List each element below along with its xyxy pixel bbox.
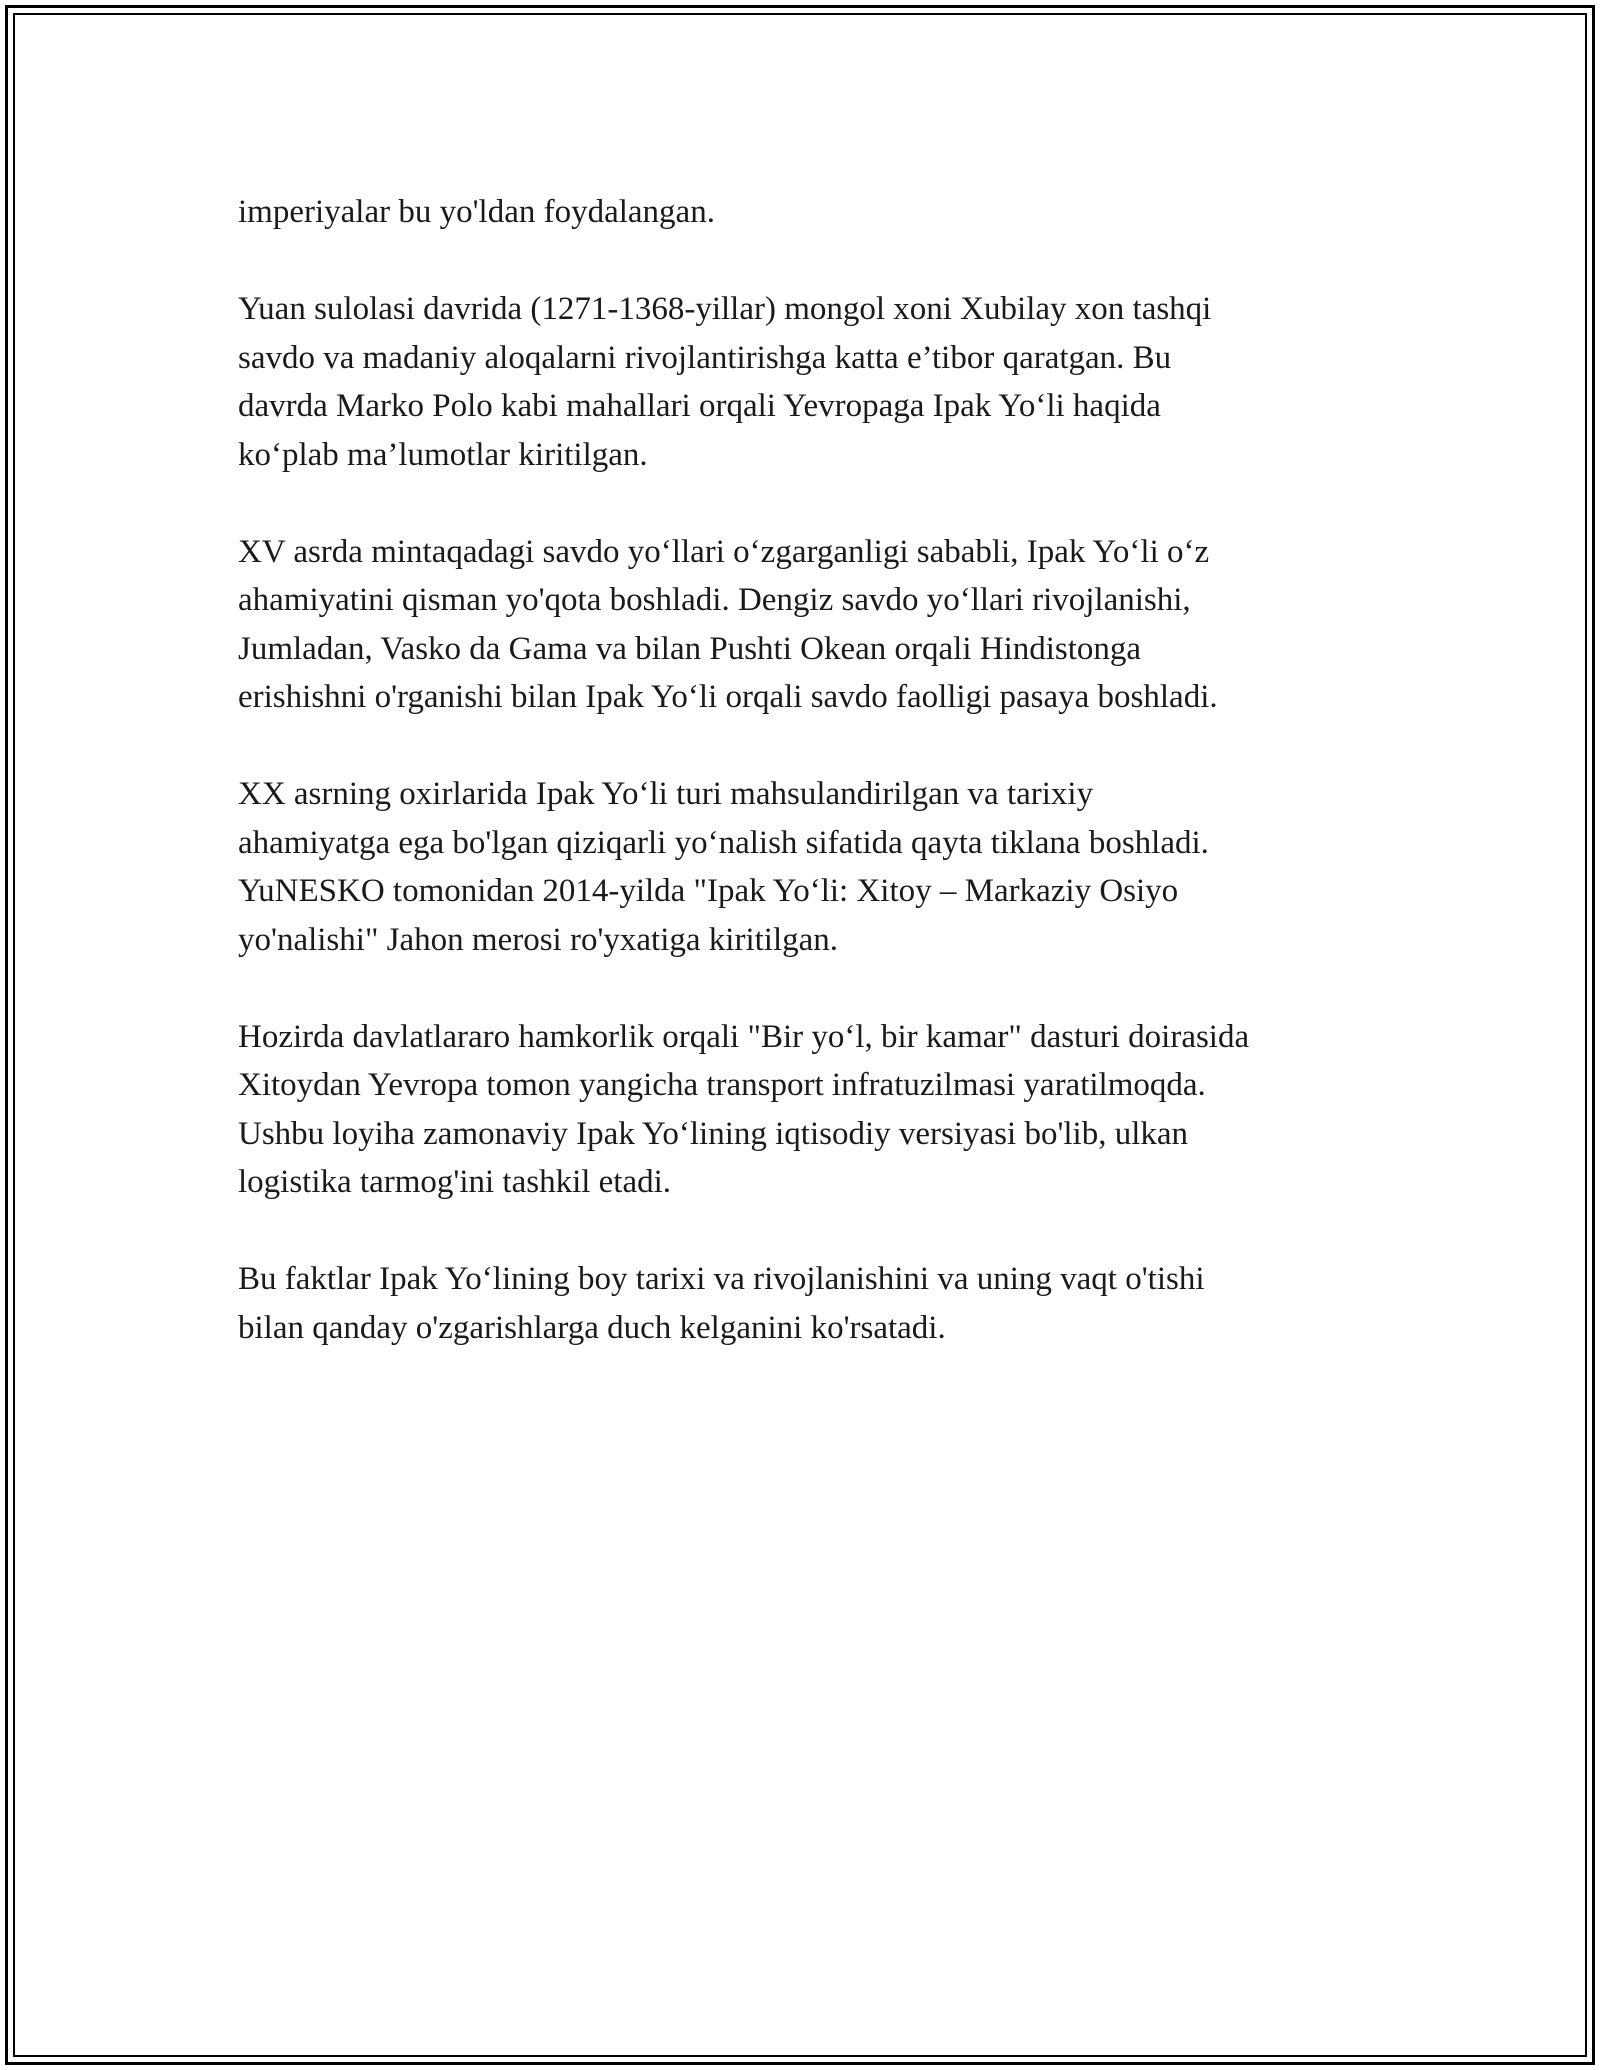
text-line: Bu faktlar Ipak Yoʻlining boy tarixi va rivojlanishini va uning vaqt o'tishi: [238, 1261, 1205, 1297]
paragraph-twentieth-century: [238, 770, 1388, 964]
paragraph-belt-and-road: [238, 1013, 1388, 1207]
paragraph-fifteenth-century: [238, 528, 1388, 722]
text-line: erishishni o'rganishi bilan Ipak Yoʻli orqali savdo faolligi pasaya boshladi.: [238, 679, 1218, 715]
text-line: Hozirda davlatlararo hamkorlik orqali "Bir yoʻl, bir kamar" dasturi doirasida: [238, 1018, 1250, 1055]
text-line: Xitoydan Yevropa tomon yangicha transport infratuzilmasi yaratilmoqda.: [238, 1067, 1206, 1103]
paragraph-empires: [238, 188, 1388, 237]
text-line: koʻplab ma’lumotlar kiritilgan.: [238, 436, 648, 473]
text-line: Yuan sulolasi davrida (1271-1368-yillar) mongol xoni Xubilay xon tashqi: [238, 291, 1212, 327]
paragraph-conclusion: [238, 1255, 1388, 1352]
text-line: ahamiyatini qisman yo'qota boshladi. Dengiz savdo yoʻllari rivojlanishi,: [238, 582, 1191, 618]
text-line: XX asrning oxirlarida Ipak Yoʻli turi mahsulandirilgan va tarixiy: [238, 776, 1094, 812]
text-line: YuNESKO tomonidan 2014-yilda "Ipak Yoʻli: Xitoy – Markaziy Osiyo: [238, 873, 1179, 909]
text-line: bilan qanday o'zgarishlarga duch kelganini ko'rsatadi.: [238, 1309, 946, 1346]
text-line: davrda Marko Polo kabi mahallari orqali Yevropaga Ipak Yoʻli haqida: [238, 388, 1161, 424]
text-line: XV asrda mintaqadagi savdo yoʻllari oʻzgarganligi sababli, Ipak Yoʻli oʻz: [238, 533, 1210, 570]
document-body: [238, 188, 1388, 1401]
text-line: ahamiyatga ega bo'lgan qiziqarli yoʻnalish sifatida qayta tiklana boshladi.: [238, 824, 1209, 861]
page-border: [5, 5, 1595, 2065]
text-line: Jumladan, Vasko da Gama va bilan Pushti Okean orqali Hindistonga: [238, 630, 1142, 667]
text-line: Ushbu loyiha zamonaviy Ipak Yoʻlining iqtisodiy versiyasi bo'lib, ulkan: [238, 1115, 1189, 1152]
text-line: logistika tarmog'ini tashkil etadi.: [238, 1164, 672, 1200]
paragraph-yuan-dynasty: [238, 285, 1388, 479]
text-line: yo'nalishi" Jahon merosi ro'yxatiga kiritilgan.: [238, 921, 839, 958]
text-line: savdo va madaniy aloqalarni rivojlantirishga katta e’tibor qaratgan. Bu: [238, 339, 1172, 376]
text-line: imperiyalar bu yo'ldan foydalangan.: [238, 194, 715, 230]
